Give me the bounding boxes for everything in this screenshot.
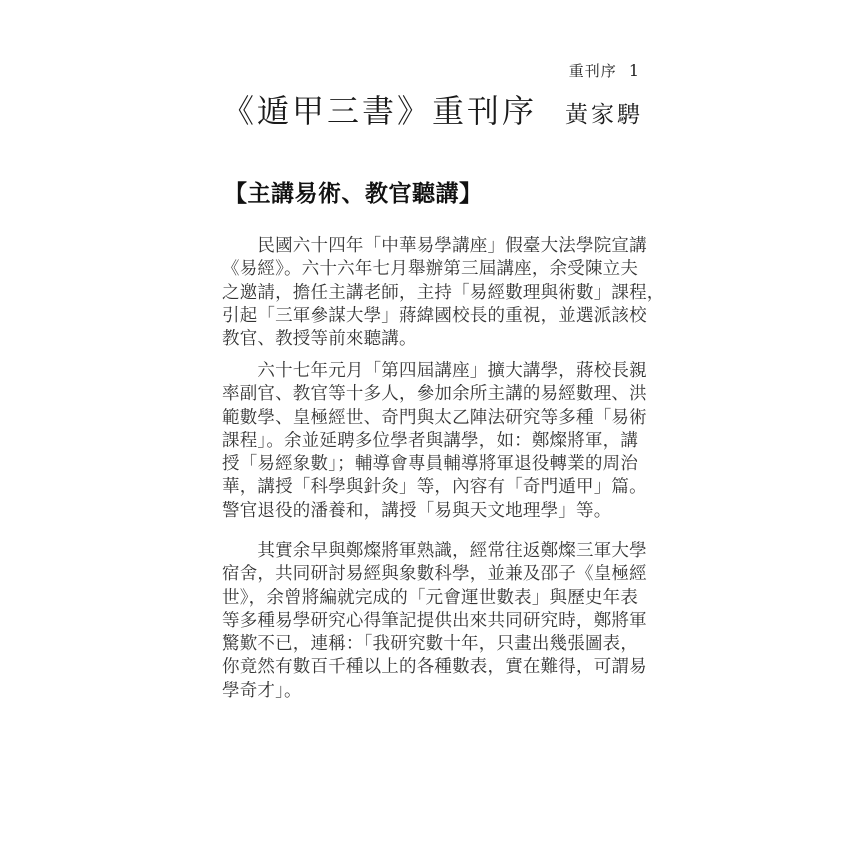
title-row [222, 86, 642, 132]
text-line: 學奇才」。 [222, 680, 302, 701]
text-line: 率副官、教官等十多人，參加余所主講的易經數理、洪 [222, 384, 647, 405]
text-line: 六十七年元月「第四屆講座」擴大講學，蔣校長親 [222, 361, 647, 381]
paragraph-1 [222, 235, 665, 351]
text-line: 範數學、皇極經世、奇門與太乙陣法研究等多種「易術 [222, 407, 647, 428]
text-line: 華，講授「科學與針灸」等，內容有「奇門遁甲」篇。 [222, 477, 647, 498]
text-line: 引起「三軍參謀大學」蔣緯國校長的重視，並選派該校 [222, 305, 647, 326]
text-line: 宿舍，共同研討易經與象數科學，並兼及邵子《皇極經 [222, 564, 647, 585]
paragraph-2 [222, 360, 647, 523]
text-line: 其實余早與鄭燦將軍熟識，經常往返鄭燦三軍大學 [222, 541, 647, 561]
text-line: 《易經》。六十六年七月舉辦第三屆講座，余受陳立夫 [222, 259, 639, 280]
page-number: 1 [628, 61, 640, 80]
text-line: 等多種易學研究心得筆記提供出來共同研究時，鄭將軍 [222, 610, 647, 631]
section-heading: 【主講易術、教官聽講】 [224, 181, 483, 207]
page-title: 《遁甲三書》重刊序 [222, 92, 538, 130]
text-line: 課程」。余並延聘多位學者與講學，如：鄭燦將軍，講 [222, 430, 639, 451]
text-line: 警官退役的潘養和，講授「易與天文地理學」等。 [222, 500, 612, 521]
text-line: 之邀請，擔任主講老師，主持「易經數理與術數」課程， [222, 282, 665, 303]
text-line: 教官、教授等前來聽講。 [222, 329, 417, 350]
running-head [569, 60, 640, 81]
text-line: 你竟然有數百千種以上的各種數表，實在難得，可謂易 [222, 657, 647, 678]
text-line: 驚歎不已，連稱：「我研究數十年，只畫出幾張圖表， [222, 634, 639, 655]
paragraph-3 [222, 540, 647, 703]
author-name: 黃家騁 [565, 102, 644, 128]
text-line: 授「易經象數」；輔導會專員輔導將軍退役轉業的周治 [222, 454, 639, 475]
text-line: 世》，余曾將編就完成的「元會運世數表」與歷史年表 [222, 587, 639, 608]
running-head-label: 重刊序 [568, 62, 617, 80]
text-line: 民國六十四年「中華易學講座」假臺大法學院宣講 [222, 236, 647, 256]
